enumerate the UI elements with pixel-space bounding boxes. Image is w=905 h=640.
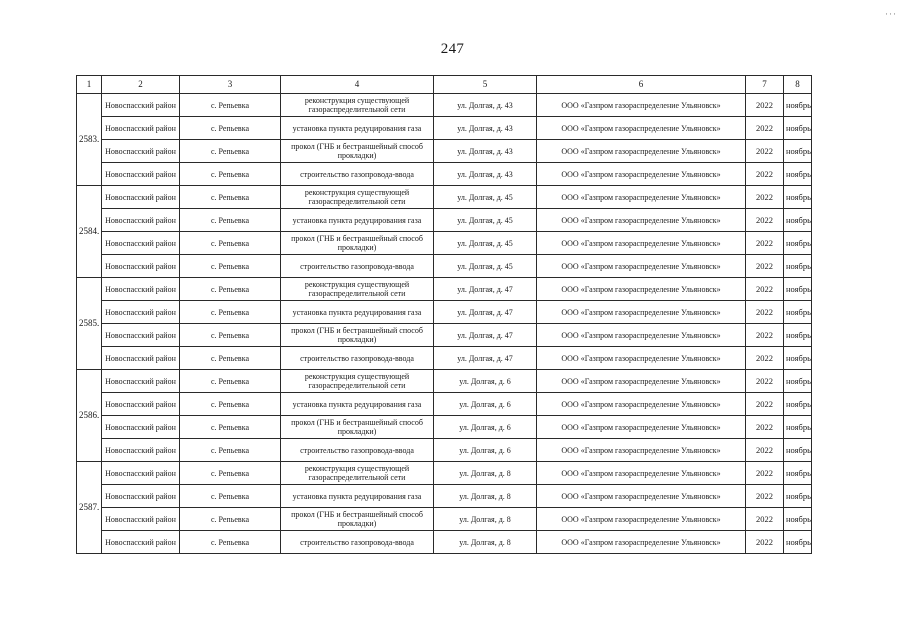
organization-cell: ООО «Газпром газораспределение Ульяновск» [537, 186, 746, 209]
settlement-cell: с. Репьевка [180, 163, 281, 186]
organization-cell: ООО «Газпром газораспределение Ульяновск» [537, 209, 746, 232]
year-cell: 2022 [746, 508, 784, 531]
month-cell: ноябрь [784, 370, 812, 393]
district-cell: Новоспасский район [102, 301, 180, 324]
district-cell: Новоспасский район [102, 462, 180, 485]
month-cell: ноябрь [784, 393, 812, 416]
month-cell: ноябрь [784, 278, 812, 301]
address-cell: ул. Долгая, д. 8 [434, 462, 537, 485]
work-type-cell: прокол (ГНБ и бестраншейный способ прокладки) [281, 140, 434, 163]
month-cell: ноябрь [784, 255, 812, 278]
district-cell: Новоспасский район [102, 416, 180, 439]
organization-cell: ООО «Газпром газораспределение Ульяновск» [537, 301, 746, 324]
district-cell: Новоспасский район [102, 117, 180, 140]
organization-cell: ООО «Газпром газораспределение Ульяновск» [537, 462, 746, 485]
district-cell: Новоспасский район [102, 232, 180, 255]
settlement-cell: с. Репьевка [180, 94, 281, 117]
settlement-cell: с. Репьевка [180, 301, 281, 324]
district-cell: Новоспасский район [102, 485, 180, 508]
month-cell: ноябрь [784, 462, 812, 485]
work-type-cell: реконструкция существующей газораспределительной сети [281, 462, 434, 485]
work-type-cell: реконструкция существующей газораспределительной сети [281, 186, 434, 209]
month-cell: ноябрь [784, 508, 812, 531]
table-row [77, 301, 812, 324]
month-cell: ноябрь [784, 209, 812, 232]
work-type-cell: прокол (ГНБ и бестраншейный способ прокладки) [281, 416, 434, 439]
address-cell: ул. Долгая, д. 43 [434, 117, 537, 140]
table-row [77, 531, 812, 554]
settlement-cell: с. Репьевка [180, 117, 281, 140]
organization-cell: ООО «Газпром газораспределение Ульяновск» [537, 370, 746, 393]
work-type-cell: строительство газопровода-ввода [281, 347, 434, 370]
year-cell: 2022 [746, 462, 784, 485]
month-cell: ноябрь [784, 324, 812, 347]
entry-number-cell: 2584. [77, 186, 102, 278]
organization-cell: ООО «Газпром газораспределение Ульяновск» [537, 117, 746, 140]
settlement-cell: с. Репьевка [180, 140, 281, 163]
settlement-cell: с. Репьевка [180, 416, 281, 439]
organization-cell: ООО «Газпром газораспределение Ульяновск» [537, 163, 746, 186]
table-row [77, 278, 812, 301]
address-cell: ул. Долгая, д. 8 [434, 508, 537, 531]
year-cell: 2022 [746, 232, 784, 255]
address-cell: ул. Долгая, д. 6 [434, 439, 537, 462]
table-row [77, 186, 812, 209]
column-header: 7 [746, 76, 784, 94]
year-cell: 2022 [746, 347, 784, 370]
settlement-cell: с. Репьевка [180, 209, 281, 232]
year-cell: 2022 [746, 278, 784, 301]
page-number: 247 [440, 41, 465, 57]
address-cell: ул. Долгая, д. 6 [434, 416, 537, 439]
year-cell: 2022 [746, 324, 784, 347]
district-cell: Новоспасский район [102, 393, 180, 416]
settlement-cell: с. Репьевка [180, 347, 281, 370]
address-cell: ул. Долгая, д. 6 [434, 370, 537, 393]
address-cell: ул. Долгая, д. 43 [434, 94, 537, 117]
work-type-cell: установка пункта редуцирования газа [281, 117, 434, 140]
organization-cell: ООО «Газпром газораспределение Ульяновск» [537, 140, 746, 163]
district-cell: Новоспасский район [102, 439, 180, 462]
organization-cell: ООО «Газпром газораспределение Ульяновск» [537, 485, 746, 508]
year-cell: 2022 [746, 393, 784, 416]
year-cell: 2022 [746, 485, 784, 508]
month-cell: ноябрь [784, 117, 812, 140]
organization-cell: ООО «Газпром газораспределение Ульяновск» [537, 347, 746, 370]
district-cell: Новоспасский район [102, 508, 180, 531]
organization-cell: ООО «Газпром газораспределение Ульяновск» [537, 324, 746, 347]
work-type-cell: установка пункта редуцирования газа [281, 393, 434, 416]
year-cell: 2022 [746, 439, 784, 462]
settlement-cell: с. Репьевка [180, 232, 281, 255]
work-type-cell: прокол (ГНБ и бестраншейный способ прокладки) [281, 508, 434, 531]
year-cell: 2022 [746, 209, 784, 232]
organization-cell: ООО «Газпром газораспределение Ульяновск» [537, 94, 746, 117]
column-header: 3 [180, 76, 281, 94]
register-table [76, 75, 812, 554]
year-cell: 2022 [746, 301, 784, 324]
district-cell: Новоспасский район [102, 186, 180, 209]
table-row [77, 255, 812, 278]
month-cell: ноябрь [784, 439, 812, 462]
settlement-cell: с. Репьевка [180, 324, 281, 347]
column-header: 6 [537, 76, 746, 94]
address-cell: ул. Долгая, д. 43 [434, 140, 537, 163]
header-row [77, 76, 812, 94]
settlement-cell: с. Репьевка [180, 278, 281, 301]
month-cell: ноябрь [784, 416, 812, 439]
district-cell: Новоспасский район [102, 255, 180, 278]
table-row [77, 462, 812, 485]
year-cell: 2022 [746, 370, 784, 393]
year-cell: 2022 [746, 531, 784, 554]
month-cell: ноябрь [784, 485, 812, 508]
settlement-cell: с. Репьевка [180, 255, 281, 278]
table-row [77, 117, 812, 140]
settlement-cell: с. Репьевка [180, 531, 281, 554]
work-type-cell: установка пункта редуцирования газа [281, 301, 434, 324]
entry-number-cell: 2586. [77, 370, 102, 462]
month-cell: ноябрь [784, 140, 812, 163]
table-row [77, 485, 812, 508]
entry-number-cell: 2585. [77, 278, 102, 370]
work-type-cell: прокол (ГНБ и бестраншейный способ прокладки) [281, 232, 434, 255]
work-type-cell: строительство газопровода-ввода [281, 439, 434, 462]
year-cell: 2022 [746, 140, 784, 163]
table-row [77, 209, 812, 232]
organization-cell: ООО «Газпром газораспределение Ульяновск» [537, 255, 746, 278]
organization-cell: ООО «Газпром газораспределение Ульяновск» [537, 439, 746, 462]
table-row [77, 140, 812, 163]
month-cell: ноябрь [784, 186, 812, 209]
column-header: 4 [281, 76, 434, 94]
address-cell: ул. Долгая, д. 45 [434, 255, 537, 278]
work-type-cell: строительство газопровода-ввода [281, 531, 434, 554]
table-row [77, 347, 812, 370]
column-header: 2 [102, 76, 180, 94]
work-type-cell: реконструкция существующей газораспределительной сети [281, 370, 434, 393]
address-cell: ул. Долгая, д. 6 [434, 393, 537, 416]
organization-cell: ООО «Газпром газораспределение Ульяновск» [537, 232, 746, 255]
district-cell: Новоспасский район [102, 140, 180, 163]
table-body [77, 94, 812, 554]
year-cell: 2022 [746, 117, 784, 140]
work-type-cell: строительство газопровода-ввода [281, 255, 434, 278]
work-type-cell: установка пункта редуцирования газа [281, 209, 434, 232]
work-type-cell: реконструкция существующей газораспределительной сети [281, 94, 434, 117]
year-cell: 2022 [746, 186, 784, 209]
district-cell: Новоспасский район [102, 278, 180, 301]
address-cell: ул. Долгая, д. 47 [434, 324, 537, 347]
settlement-cell: с. Репьевка [180, 462, 281, 485]
address-cell: ул. Долгая, д. 45 [434, 232, 537, 255]
table-row [77, 439, 812, 462]
settlement-cell: с. Репьевка [180, 393, 281, 416]
month-cell: ноябрь [784, 531, 812, 554]
district-cell: Новоспасский район [102, 324, 180, 347]
month-cell: ноябрь [784, 94, 812, 117]
table-row [77, 393, 812, 416]
corner-mark: ··· [885, 9, 897, 19]
organization-cell: ООО «Газпром газораспределение Ульяновск» [537, 416, 746, 439]
settlement-cell: с. Репьевка [180, 186, 281, 209]
year-cell: 2022 [746, 416, 784, 439]
address-cell: ул. Долгая, д. 8 [434, 485, 537, 508]
entry-number-cell: 2583. [77, 94, 102, 186]
table-row [77, 508, 812, 531]
district-cell: Новоспасский район [102, 370, 180, 393]
table-row [77, 324, 812, 347]
column-header: 5 [434, 76, 537, 94]
address-cell: ул. Долгая, д. 47 [434, 278, 537, 301]
column-header: 1 [77, 76, 102, 94]
address-cell: ул. Долгая, д. 47 [434, 347, 537, 370]
year-cell: 2022 [746, 94, 784, 117]
year-cell: 2022 [746, 255, 784, 278]
address-cell: ул. Долгая, д. 43 [434, 163, 537, 186]
table-row [77, 416, 812, 439]
district-cell: Новоспасский район [102, 531, 180, 554]
column-header: 8 [784, 76, 812, 94]
settlement-cell: с. Репьевка [180, 370, 281, 393]
table-row [77, 232, 812, 255]
organization-cell: ООО «Газпром газораспределение Ульяновск» [537, 531, 746, 554]
month-cell: ноябрь [784, 163, 812, 186]
work-type-cell: прокол (ГНБ и бестраншейный способ прокладки) [281, 324, 434, 347]
organization-cell: ООО «Газпром газораспределение Ульяновск» [537, 393, 746, 416]
work-type-cell: реконструкция существующей газораспределительной сети [281, 278, 434, 301]
table-row [77, 370, 812, 393]
table-row [77, 94, 812, 117]
district-cell: Новоспасский район [102, 347, 180, 370]
organization-cell: ООО «Газпром газораспределение Ульяновск» [537, 508, 746, 531]
month-cell: ноябрь [784, 347, 812, 370]
organization-cell: ООО «Газпром газораспределение Ульяновск» [537, 278, 746, 301]
month-cell: ноябрь [784, 232, 812, 255]
settlement-cell: с. Репьевка [180, 439, 281, 462]
work-type-cell: установка пункта редуцирования газа [281, 485, 434, 508]
address-cell: ул. Долгая, д. 45 [434, 186, 537, 209]
work-type-cell: строительство газопровода-ввода [281, 163, 434, 186]
district-cell: Новоспасский район [102, 163, 180, 186]
table-row [77, 163, 812, 186]
district-cell: Новоспасский район [102, 209, 180, 232]
district-cell: Новоспасский район [102, 94, 180, 117]
address-cell: ул. Долгая, д. 47 [434, 301, 537, 324]
settlement-cell: с. Репьевка [180, 485, 281, 508]
entry-number-cell: 2587. [77, 462, 102, 554]
address-cell: ул. Долгая, д. 8 [434, 531, 537, 554]
month-cell: ноябрь [784, 301, 812, 324]
settlement-cell: с. Репьевка [180, 508, 281, 531]
year-cell: 2022 [746, 163, 784, 186]
address-cell: ул. Долгая, д. 45 [434, 209, 537, 232]
